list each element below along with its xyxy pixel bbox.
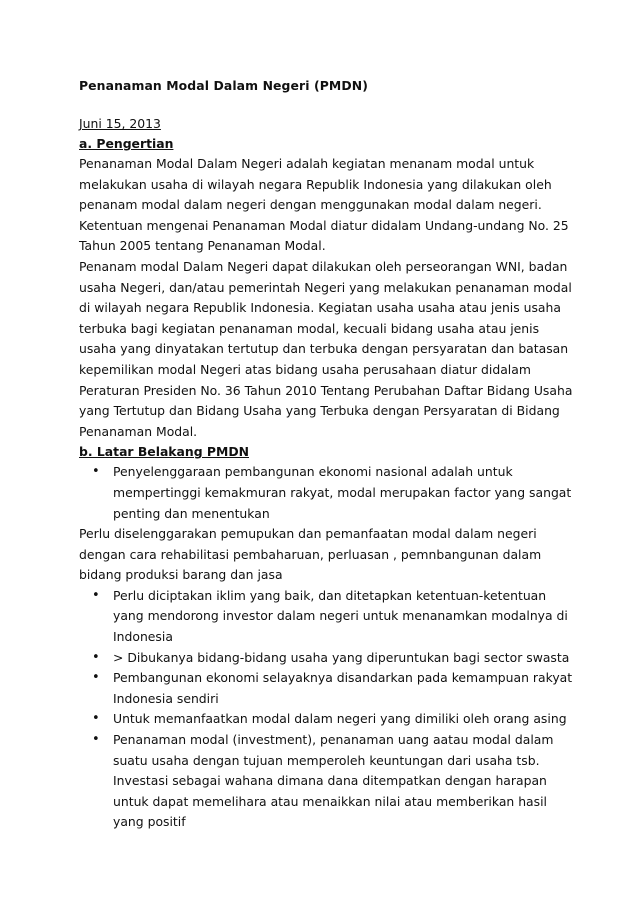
bullet-item: • Penanaman modal (investment), penanaman uang aatau modal dalam suatu usaha dengan tujuan memperoleh keuntungan dari usaha tsb. Investasi sebagai wahana dimana dana ditempatkan dengan harapan untuk dapat memelihara atau menaikkan nilai atau memberikan hasil yang positif [113, 730, 579, 833]
bullet-item: • Pembangunan ekonomi selayaknya disandarkan pada kemampuan rakyat Indonesia sendiri [113, 668, 579, 709]
bullet-item: • Untuk memanfaatkan modal dalam negeri yang dimiliki oleh orang asing [113, 709, 579, 730]
section-a-paragraph: Ketentuan mengenai Penanaman Modal diatur didalam Undang-undang No. 25 Tahun 2005 tentang Penanaman Modal. [79, 217, 569, 254]
section-a-paragraph: Penanam modal Dalam Negeri dapat dilakukan oleh perseorangan WNI, badan usaha Negeri, dan/atau pemerintah Negeri yang melakukan penanaman modal di wilayah negara Republik Indonesia. Kegiatan usaha usaha atau jenis usaha terbuka bagi kegiatan penanaman modal, kecuali bidang usaha atau jenis usaha yang dinyatakan tertutup dan terbuka dengan persyaratan dan batasan kepemilikan modal Negeri atas bidang usaha perusahaan diatur didalam Peraturan Presiden No. 36 Tahun 2010 Tentang Perubahan Daftar Bidang Usaha yang Tertutup dan Bidang Usaha yang Terbuka dengan Persyaratan di Bidang Penanaman Modal. [79, 258, 573, 439]
section-b-heading: b. Latar Belakang PMDN [79, 444, 249, 460]
section-b-bullet-list-1 [79, 462, 579, 524]
bullet-item: • > Dibukanya bidang-bidang usaha yang diperuntukan bagi sector swasta [113, 648, 579, 669]
bullet-item: • Penyelenggaraan pembangunan ekonomi nasional adalah untuk mempertinggi kemakmuran rakyat, modal merupakan factor yang sangat penting dan menentukan [113, 462, 579, 524]
section-b-bullet-list-2 [79, 586, 579, 833]
section-a-heading: a. Pengertian [79, 136, 174, 151]
section-b-paragraph: Perlu diselenggarakan pemupukan dan pemanfaatan modal dalam negeri dengan cara rehabilitasi pembaharuan, perluasan , pemnbangunan dalam bidang produksi barang dan jasa [79, 526, 542, 583]
section-a-paragraph: Penanaman Modal Dalam Negeri adalah kegiatan menanam modal untuk melakukan usaha di wilayah negara Republik Indonesia yang dilakukan oleh penanam modal dalam negeri dengan menggunakan modal dalam negeri. [79, 156, 552, 213]
document-body [79, 76, 579, 833]
bullet-item: • Perlu diciptakan iklim yang baik, dan ditetapkan ketentuan-ketentuan yang mendorong investor dalam negeri untuk menanamkan modalnya di Indonesia [113, 586, 579, 648]
document-title: Penanaman Modal Dalam Negeri (PMDN) [79, 78, 368, 93]
post-date: Juni 15, 2013 [79, 116, 161, 131]
